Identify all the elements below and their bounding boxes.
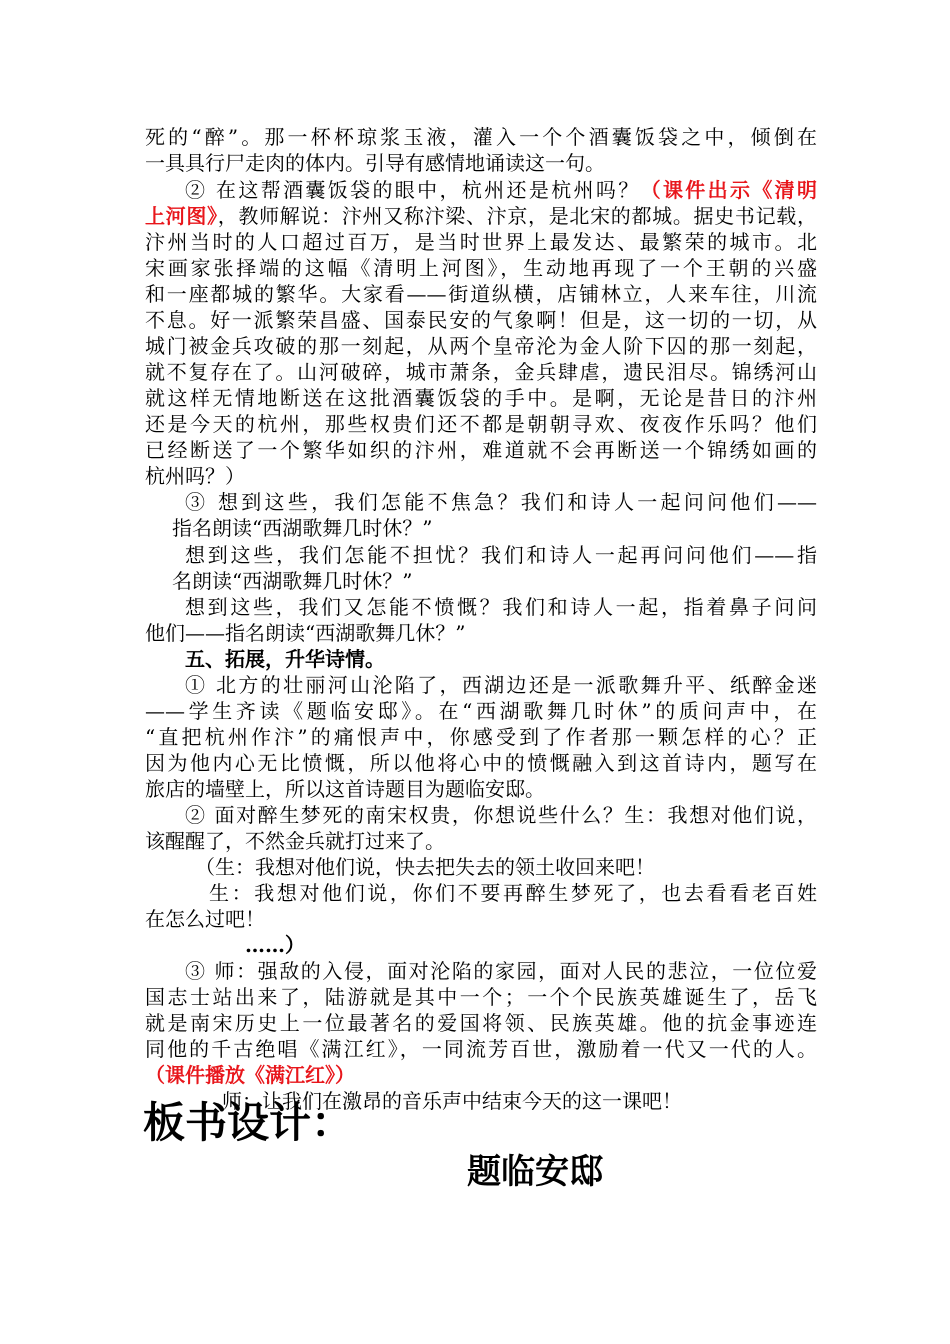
text-line: “直把杭州作汴”的痛恨声中，你感受到了作者那一颗怎样的心？正 — [145, 725, 817, 749]
text-line: 已经断送了一个繁华如织的汴州，难道就不会再断送一个锦绣如画的 — [145, 438, 817, 462]
text-line: 就不复存在了。山河破碎，城市萧条，金兵肆虐，遗民泪尽。锦绣河山 — [145, 360, 817, 384]
text-line: 想到这些，我们怎能不担忧？我们和诗人一起再问问他们——指 — [185, 543, 817, 567]
text-line: ① 北方的壮丽河山沦陷了，西湖边还是一派歌舞升平、纸醉金迷 — [185, 673, 817, 697]
text-line: 名朗读“西湖歌舞几时休？” — [172, 569, 413, 593]
text-line: 还是今天的杭州，那些权贵们还不都是朝朝寻欢、夜夜作乐吗？他们 — [145, 412, 817, 436]
text-line: 师：让我们在激昂的音乐声中结束今天的这一课吧！ — [222, 1089, 682, 1113]
text-span: ，教师解说：汴州又称汴梁、汴京，是北宋的都城。据史书记载， — [217, 204, 817, 228]
text-line: 杭州吗？） — [145, 464, 245, 488]
text-line: 该醒醒了，不然金兵就打过来了。 — [145, 829, 445, 853]
text-line: 在怎么过吧！ — [145, 907, 265, 931]
text-line: （生：我想对他们说，快去把失去的领土收回来吧！ — [195, 855, 655, 879]
text-line: 同他的千古绝唱《满江红》，一同流芳百世，激励着一代又一代的人。 — [145, 1037, 817, 1061]
text-line: 就这样无情地断送在这批酒囊饭袋的手中。是啊，无论是昔日的汴州 — [145, 386, 817, 410]
text-line: 和一座都城的繁华。大家看——街道纵横，店铺林立，人来车往，川流 — [145, 282, 817, 306]
text-line: ——学生齐读《题临安邸》。在“西湖歌舞几时休”的质问声中，在 — [145, 699, 817, 723]
text-line: 他们——指名朗读“西湖歌舞几休？” — [145, 621, 466, 645]
text-line — [145, 203, 817, 229]
text-line: ② 面对醉生梦死的南宋权贵，你想说些什么？生：我想对他们说， — [185, 803, 817, 827]
text-line: 汴州当时的人口超过百万，是当时世界上最发达、最繁荣的城市。北 — [145, 230, 817, 254]
ellipsis-line: ……） — [245, 933, 305, 957]
text-line — [185, 177, 817, 203]
board-title: 题临安邸 — [467, 1152, 603, 1192]
text-line — [145, 1062, 817, 1088]
text-line: 国志士站出来了，陆游就是其中一个；一个个民族英雄诞生了，岳飞 — [145, 985, 817, 1009]
text-line: 城门被金兵攻破的那一刻起，从两个皇帝沦为金人阶下囚的那一刻起， — [145, 334, 817, 358]
courseware-note: （课件播放《满江红》） — [145, 1063, 355, 1087]
text-line: 生：我想对他们说，你们不要再醉生梦死了，也去看看老百姓 — [209, 881, 817, 905]
text-span: ② 在这帮酒囊饭袋的眼中，杭州还是杭州吗？ — [185, 178, 641, 202]
text-line: 不息。好一派繁荣昌盛、国泰民安的气象啊！但是，这一切的一切，从 — [145, 308, 817, 332]
text-line: 宋画家张择端的这幅《清明上河图》，生动地再现了一个王朝的兴盛 — [145, 256, 817, 280]
text-line: 就是南宋历史上一位最著名的爱国将领、民族英雄。他的抗金事迹连 — [145, 1011, 817, 1035]
courseware-note: 上河图》 — [145, 204, 218, 228]
board-design-heading: 板书设计： — [143, 1098, 354, 1147]
courseware-note: （课件出示《清明 — [640, 178, 818, 202]
text-line: 死的“醉”。那一杯杯琼浆玉液，灌入一个个酒囊饭袋之中，倾倒在 — [145, 125, 817, 149]
text-line: 指名朗读“西湖歌舞几时休？” — [172, 516, 433, 540]
text-line: ③ 师：强敌的入侵，面对沦陷的家园，面对人民的悲泣，一位位爱 — [185, 959, 817, 983]
section-heading: 五、拓展，升华诗情。 — [185, 647, 385, 671]
text-line: 一具具行尸走肉的体内。引导有感情地诵读这一句。 — [145, 151, 605, 175]
text-line: 想到这些，我们又怎能不愤慨？我们和诗人一起，指着鼻子问问 — [185, 595, 817, 619]
text-line: ③ 想到这些，我们怎能不焦急？我们和诗人一起问问他们—— — [185, 490, 817, 514]
text-line: 因为他内心无比愤慨，所以他将心中的愤慨融入到这首诗内，题写在 — [145, 751, 817, 775]
text-line: 旅店的墙壁上，所以这首诗题目为题临安邸。 — [145, 777, 545, 801]
